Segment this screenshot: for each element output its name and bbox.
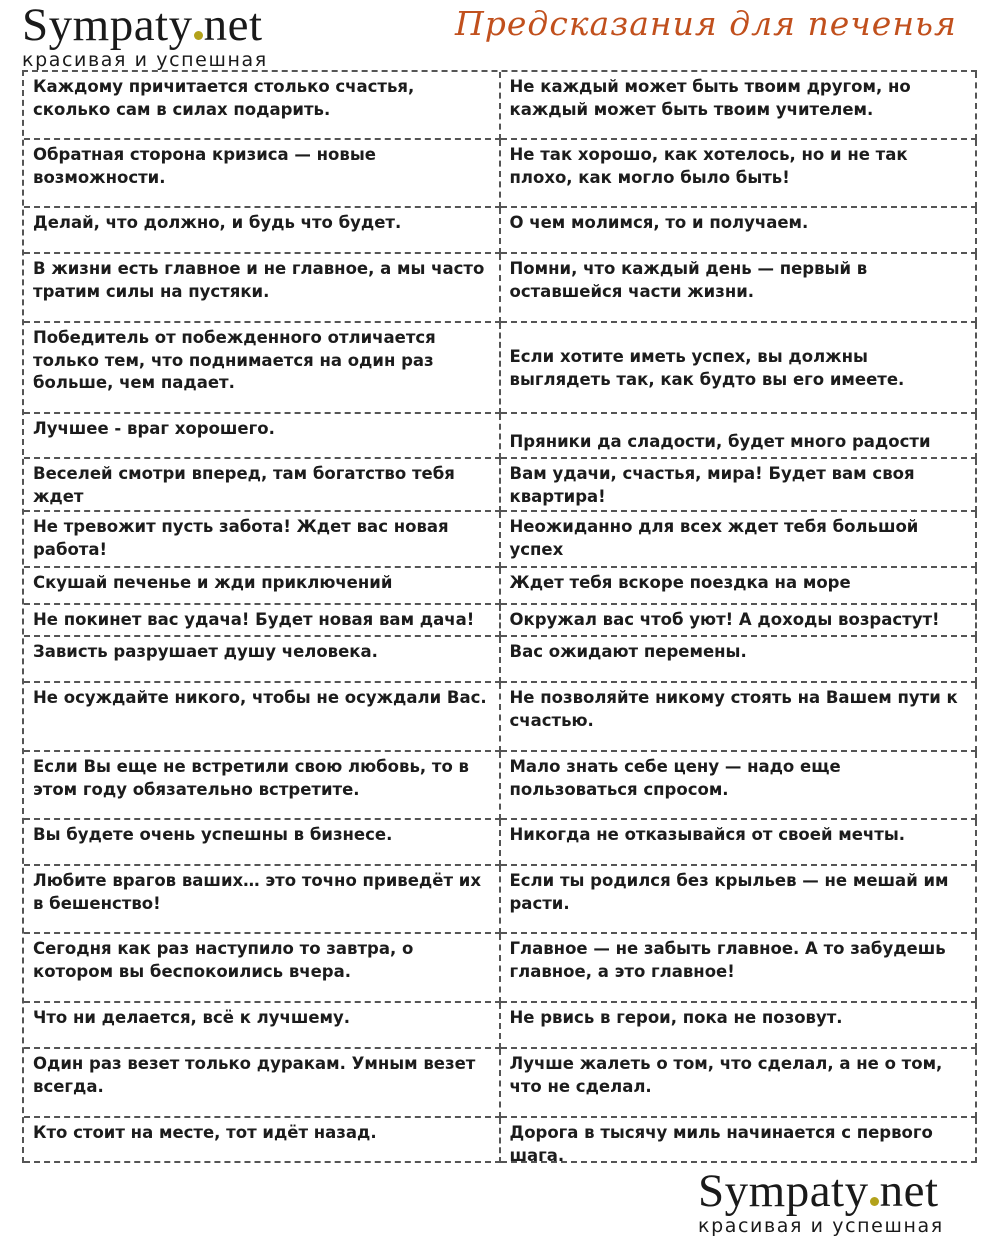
- table-row: [24, 512, 977, 568]
- prediction-cell-right: Окружал вас чтоб уют! А доходы возрастут!: [501, 605, 978, 637]
- brand-name-part1: Sympaty: [22, 0, 193, 51]
- prediction-cell-left: Что ни делается, всё к лучшему.: [24, 1003, 501, 1049]
- prediction-cell-right: Ждет тебя вскоре поездка на море: [501, 568, 978, 605]
- table-row: [24, 254, 977, 323]
- brand-logo-top[interactable]: [22, 2, 268, 71]
- prediction-cell-left: Любите врагов ваших… это точно приведёт их в бешенство!: [24, 866, 501, 934]
- prediction-cell-right: Дорога в тысячу миль начинается с первого шага.: [501, 1118, 978, 1163]
- prediction-cell-left: Не покинет вас удача! Будет новая вам дача!: [24, 605, 501, 637]
- prediction-cell-right: Никогда не отказывайся от своей мечты.: [501, 820, 978, 866]
- prediction-cell-right: Лучше жалеть о том, что сделал, а не о том, что не сделал.: [501, 1049, 978, 1118]
- leaf-dot-icon: [870, 1197, 879, 1206]
- prediction-cell-left: Не тревожит пусть забота! Ждет вас новая работа!: [24, 512, 501, 568]
- prediction-text: Если хотите иметь успех, вы должны выглядеть так, как будто вы его имеете.: [509, 347, 905, 389]
- table-row: [24, 568, 977, 605]
- brand-name-part1: Sympaty: [698, 1165, 869, 1217]
- prediction-cell-left: Победитель от побежденного отличается только тем, что поднимается на один раз больше, чем падает.: [24, 323, 501, 414]
- table-row: [24, 752, 977, 820]
- prediction-cell-right: Неожиданно для всех ждет тебя большой успех: [501, 512, 978, 568]
- prediction-cell-right: Помни, что каждый день — первый в оставшейся части жизни.: [501, 254, 978, 323]
- prediction-cell-left: Один раз везет только дуракам. Умным везет всегда.: [24, 1049, 501, 1118]
- prediction-cell-left: В жизни есть главное и не главное, а мы часто тратим силы на пустяки.: [24, 254, 501, 323]
- prediction-cell-left: Веселей смотри вперед, там богатство тебя ждет: [24, 459, 501, 512]
- prediction-cell-right: [501, 414, 978, 459]
- table-row: [24, 820, 977, 866]
- brand-tagline: красивая и успешная: [22, 49, 268, 71]
- prediction-cell-left: Кто стоит на месте, тот идёт назад.: [24, 1118, 501, 1163]
- table-row: [24, 208, 977, 254]
- prediction-cell-left: Зависть разрушает душу человека.: [24, 637, 501, 683]
- table-row: [24, 866, 977, 934]
- prediction-cell-left: Лучшее - враг хорошего.: [24, 414, 501, 459]
- table-row: [24, 323, 977, 414]
- prediction-cell-left: Скушай печенье и жди приключений: [24, 568, 501, 605]
- page-heading: Предсказания для печенья: [455, 4, 957, 43]
- prediction-cell-left: Каждому причитается столько счастья, сколько сам в силах подарить.: [24, 72, 501, 140]
- brand-tagline: красивая и успешная: [698, 1215, 944, 1237]
- prediction-cell-right: Главное — не забыть главное. А то забудешь главное, а это главное!: [501, 934, 978, 1003]
- brand-logo-bottom[interactable]: [698, 1165, 944, 1237]
- prediction-cell-right: Не рвись в герои, пока не позовут.: [501, 1003, 978, 1049]
- brand-name-part2: net: [879, 1165, 939, 1217]
- table-row: [24, 140, 977, 208]
- prediction-cell-right: [501, 323, 978, 414]
- prediction-text: Пряники да сладости, будет много радости: [509, 431, 931, 451]
- table-row: [24, 72, 977, 140]
- prediction-cell-right: Не каждый может быть твоим другом, но каждый может быть твоим учителем.: [501, 72, 978, 140]
- brand-wordmark: [22, 0, 268, 51]
- prediction-cell-left: Сегодня как раз наступило то завтра, о котором вы беспокоились вчера.: [24, 934, 501, 1003]
- prediction-cell-left: Обратная сторона кризиса — новые возможности.: [24, 140, 501, 208]
- prediction-cell-right: Вам удачи, счастья, мира! Будет вам своя квартира!: [501, 459, 978, 512]
- prediction-cell-right: Вас ожидают перемены.: [501, 637, 978, 683]
- prediction-cell-left: Делай, что должно, и будь что будет.: [24, 208, 501, 254]
- prediction-cell-right: О чем молимся, то и получаем.: [501, 208, 978, 254]
- table-row: [24, 637, 977, 683]
- table-row: [24, 934, 977, 1003]
- prediction-cell-right: Не позволяйте никому стоять на Вашем пути к счастью.: [501, 683, 978, 752]
- table-row: [24, 683, 977, 752]
- brand-name-part2: net: [203, 0, 263, 51]
- prediction-cell-right: Мало знать себе цену — надо еще пользоваться спросом.: [501, 752, 978, 820]
- prediction-cell-right: Если ты родился без крыльев — не мешай им расти.: [501, 866, 978, 934]
- table-row: [24, 1118, 977, 1163]
- prediction-cell-left: Если Вы еще не встретили свою любовь, то в этом году обязательно встретите.: [24, 752, 501, 820]
- table-row: [24, 1003, 977, 1049]
- brand-wordmark: [698, 1165, 944, 1217]
- prediction-cell-left: Не осуждайте никого, чтобы не осуждали Вас.: [24, 683, 501, 752]
- table-row: [24, 414, 977, 459]
- table-row: [24, 1049, 977, 1118]
- prediction-cell-left: Вы будете очень успешны в бизнесе.: [24, 820, 501, 866]
- table-row: [24, 605, 977, 637]
- leaf-dot-icon: [194, 31, 203, 40]
- predictions-grid: [22, 70, 977, 1163]
- prediction-cell-right: Не так хорошо, как хотелось, но и не так плохо, как могло было быть!: [501, 140, 978, 208]
- table-row: [24, 459, 977, 512]
